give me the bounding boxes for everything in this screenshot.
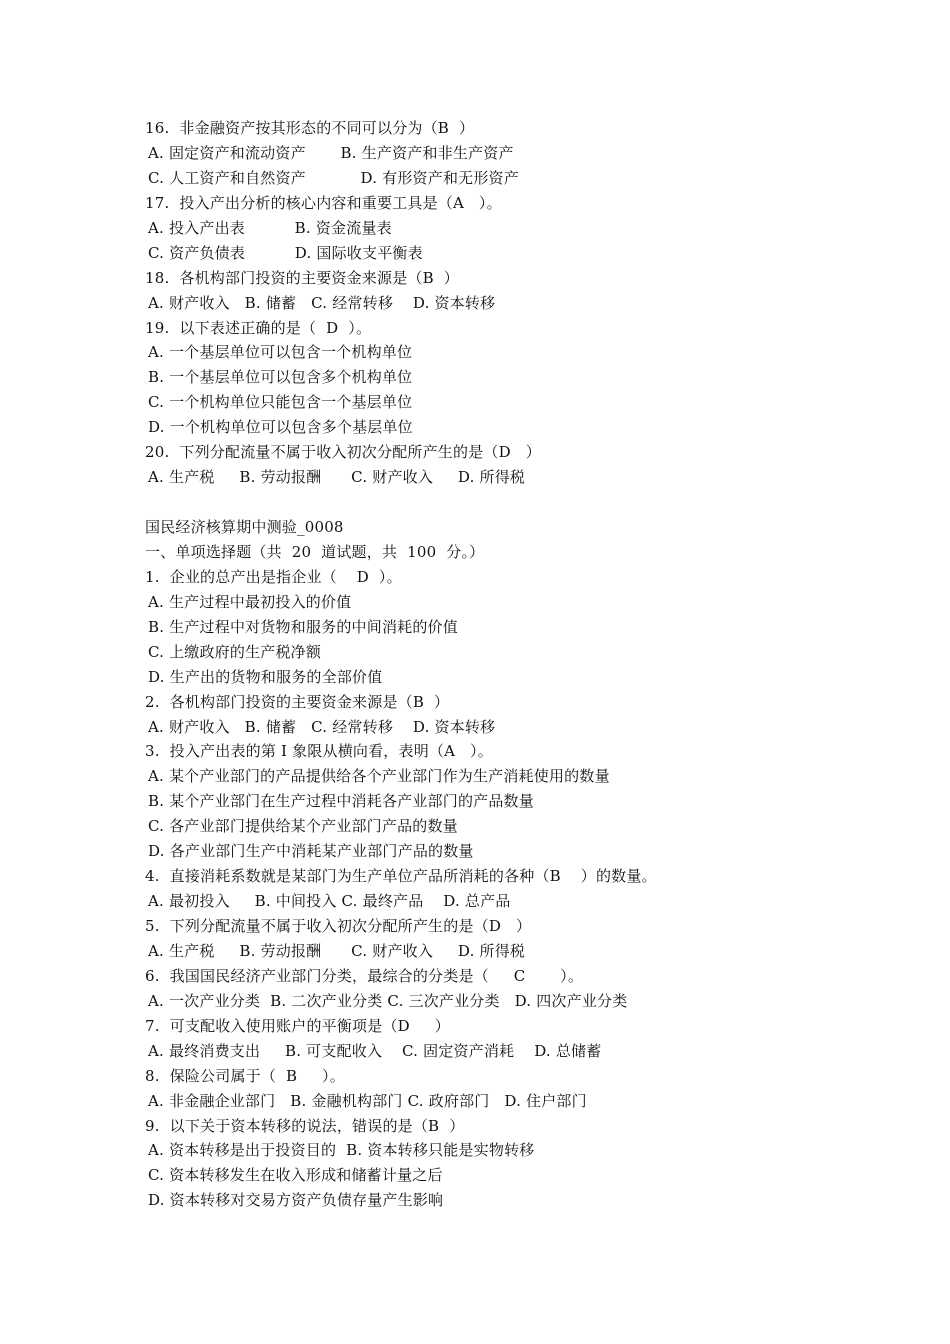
question-stem: 4. 直接消耗系数就是某部门为生产单位产品所消耗的各种（B ）的数量。	[145, 867, 657, 886]
answer-options: A. 固定资产和流动资产 B. 生产资产和非生产资产	[148, 143, 514, 162]
answer-options: A. 一个基层单位可以包含一个机构单位	[148, 343, 413, 362]
question-block-0008	[145, 565, 905, 1213]
question-block-continued	[145, 116, 905, 490]
answer-options: C. 各产业部门提供给某个产业部门产品的数量	[148, 817, 458, 836]
answer-options: C. 上缴政府的生产税净额	[148, 642, 322, 661]
answer-options: A. 一次产业分类 B. 二次产业分类 C. 三次产业分类 D. 四次产业分类	[148, 991, 628, 1010]
answer-options: C. 资产负债表 D. 国际收支平衡表	[148, 243, 423, 262]
answer-options: B. 某个产业部门在生产过程中消耗各产业部门的产品数量	[148, 792, 534, 811]
document-content	[145, 116, 905, 1213]
answer-options: A. 资本转移是出于投资目的 B. 资本转移只能是实物转移	[148, 1141, 535, 1160]
question-stem: 6. 我国国民经济产业部门分类，最综合的分类是（ C ）。	[145, 966, 584, 985]
question-stem: 7. 可支配收入使用账户的平衡项是（D ）	[145, 1016, 450, 1035]
question-stem: 3. 投入产出表的第 I 象限从横向看，表明（A ）。	[145, 742, 493, 761]
answer-options: B. 生产过程中对货物和服务的中间消耗的价值	[148, 617, 458, 636]
question-stem: 1. 企业的总产出是指企业（ D ）。	[145, 567, 402, 586]
answer-options: C. 一个机构单位只能包含一个基层单位	[148, 393, 413, 412]
answer-options: A. 最终消费支出 B. 可支配收入 C. 固定资产消耗 D. 总储蓄	[148, 1041, 602, 1060]
question-stem: 8. 保险公司属于（ B ）。	[145, 1066, 345, 1085]
question-stem: 18. 各机构部门投资的主要资金来源是（B ）	[145, 268, 459, 287]
answer-options: C. 资本转移发生在收入形成和储蓄计量之后	[148, 1166, 443, 1185]
answer-options: B. 一个基层单位可以包含多个机构单位	[148, 368, 413, 387]
answer-options: A. 财产收入 B. 储蓄 C. 经常转移 D. 资本转移	[148, 717, 496, 736]
question-stem: 9. 以下关于资本转移的说法，错误的是（B ）	[145, 1116, 465, 1135]
question-stem: 19. 以下表述正确的是（ D ）。	[145, 318, 372, 337]
answer-options: D. 生产出的货物和服务的全部价值	[148, 667, 383, 686]
answer-options: A. 财产收入 B. 储蓄 C. 经常转移 D. 资本转移	[148, 293, 496, 312]
answer-options: A. 某个产业部门的产品提供给各个产业部门作为生产消耗使用的数量	[148, 767, 610, 786]
answer-options: A. 投入产出表 B. 资金流量表	[148, 218, 392, 237]
answer-options: A. 生产税 B. 劳动报酬 C. 财产收入 D. 所得税	[148, 941, 526, 960]
question-stem: 17. 投入产出分析的核心内容和重要工具是（A ）。	[145, 193, 502, 212]
answer-options: A. 生产税 B. 劳动报酬 C. 财产收入 D. 所得税	[148, 468, 526, 487]
question-stem: 16. 非金融资产按其形态的不同可以分为（B ）	[145, 119, 475, 137]
section-heading: 一、单项选择题（共 20 道试题，共 100 分。）	[145, 542, 485, 561]
answer-options: D. 资本转移对交易方资产负债存量产生影响	[148, 1191, 444, 1210]
question-stem: 20. 下列分配流量不属于收入初次分配所产生的是（D ）	[145, 443, 541, 462]
blank-spacer	[145, 490, 905, 515]
answer-options: A. 最初投入 B. 中间投入 C. 最终产品 D. 总产品	[148, 892, 511, 911]
answer-options: A. 非金融企业部门 B. 金融机构部门 C. 政府部门 D. 住户部门	[148, 1091, 587, 1110]
answer-options: A. 生产过程中最初投入的价值	[148, 592, 352, 611]
answer-options: D. 一个机构单位可以包含多个基层单位	[148, 418, 413, 437]
question-stem: 2. 各机构部门投资的主要资金来源是（B ）	[145, 692, 450, 711]
answer-options: D. 各产业部门生产中消耗某产业部门产品的数量	[148, 842, 474, 861]
answer-options: C. 人工资产和自然资产 D. 有形资产和无形资产	[148, 168, 519, 187]
exam-title: 国民经济核算期中测验_0008	[145, 518, 344, 536]
question-stem: 5. 下列分配流量不属于收入初次分配所产生的是（D ）	[145, 917, 532, 935]
